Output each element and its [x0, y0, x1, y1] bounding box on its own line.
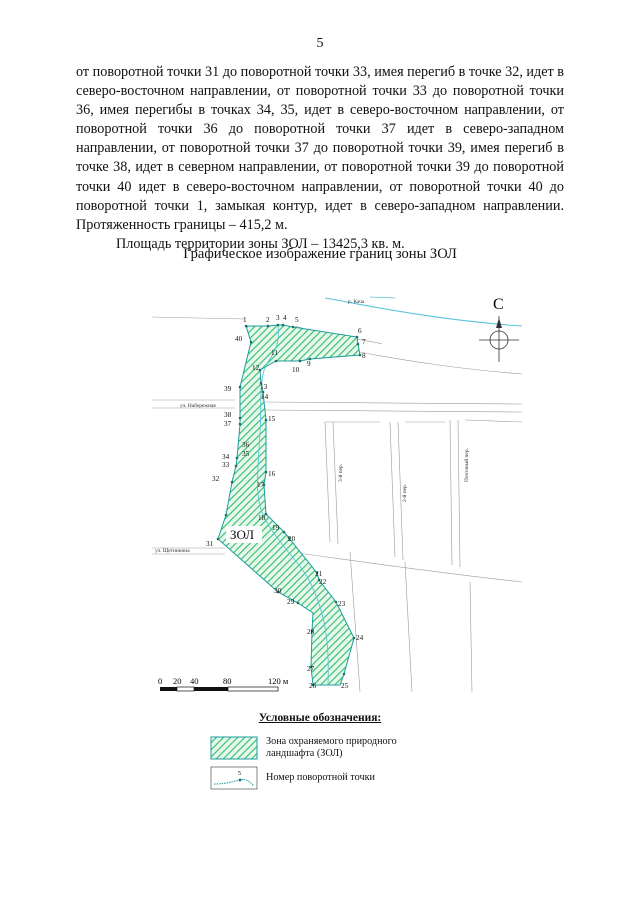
point-label: 13 [260, 383, 268, 391]
point-label: 38 [224, 411, 232, 419]
zone-label: ЗОЛ [230, 527, 255, 542]
point-label: 1 [243, 316, 247, 324]
point-label: 15 [268, 415, 276, 423]
scale-tick: 40 [190, 676, 199, 686]
north-label: С [493, 296, 504, 313]
point-label: 16 [268, 470, 276, 478]
legend-item-point [210, 766, 430, 790]
point-number-icon [210, 766, 258, 790]
point-label: 30 [274, 587, 282, 595]
point-label: 20 [288, 535, 296, 543]
point-label: 14 [261, 393, 269, 401]
scale-tick: 0 [158, 676, 163, 686]
scale-bar [158, 676, 289, 691]
legend-title: Условные обозначения: [258, 712, 382, 724]
paragraph: от поворотной точки 31 до поворотной точки 33, имея перегиб в точке 32, идет в северо-восточном направлении, от поворотной точки 33 до поворотной точки 36, имея перегибы в точках 34, 35, идет в северо-восточном направлении, от поворотной точки 36 до поворотной точки 37 идет в северо-западном направлении, от поворотной точки 37 до поворотной точки 39, имея перегиб в точке 38, идет в северном направлении, от поворотной точки 39 до поворотной точки 40 идет в северо-восточном направлении, от поворотной точки 40 до поворотной точки 1, замыкая контур, идет в северо-западном направлении. Протяженность границы – 415,2 м. [76, 64, 564, 233]
point-label: 12 [252, 364, 260, 372]
legend [210, 712, 430, 796]
scale-tick: 80 [223, 676, 232, 686]
point-label: 27 [307, 665, 315, 673]
point-label: 8 [362, 352, 366, 360]
scale-tick: 120 м [268, 676, 289, 686]
point-label: 31 [206, 540, 214, 548]
point-label: 29 [287, 598, 295, 606]
zone-swatch-icon [210, 736, 258, 760]
street-label-3-per: 3-й пер. [338, 463, 344, 482]
street-label-shchetinkina: ул. Щетинкина [155, 548, 190, 554]
scale-tick: 20 [173, 676, 182, 686]
river-label: р. Кача [348, 299, 365, 305]
street-label-pochtovy: Почтовый пер. [464, 448, 470, 482]
map-title: Графическое изображение границ зоны ЗОЛ [183, 246, 457, 262]
point-label: 22 [319, 578, 327, 586]
point-label: 28 [307, 628, 315, 636]
point-label: 3 [276, 314, 280, 322]
point-label: 36 [242, 441, 250, 449]
paragraph-area: Площадь территории зоны ЗОЛ – 13425,3 кв. м. [116, 235, 405, 252]
zol-zone [218, 325, 360, 685]
point-label: 6 [358, 327, 362, 335]
point-label: 7 [362, 338, 366, 346]
legend-sample-number: 5 [238, 771, 241, 777]
page-number: 5 [316, 36, 324, 51]
point-label: 23 [338, 600, 346, 608]
point-label: 25 [341, 682, 349, 690]
point-label: 37 [224, 420, 232, 428]
point-label: 9 [307, 360, 311, 368]
point-label: 40 [235, 335, 243, 343]
point-label: 33 [222, 461, 230, 469]
north-arrow-icon [479, 296, 519, 362]
point-label: 11 [271, 349, 278, 357]
street-label-2-per: 2-й пер. [402, 483, 408, 502]
point-label: 19 [272, 524, 280, 532]
zone-map [150, 282, 522, 697]
point-label: 17 [257, 481, 265, 489]
point-label: 4 [283, 314, 287, 322]
point-label: 35 [242, 450, 250, 458]
point-label: 34 [222, 453, 230, 461]
body-text [76, 63, 564, 254]
point-label: 24 [356, 634, 364, 642]
legend-label-point: Номер поворотной точки [266, 772, 375, 783]
legend-item-zone [210, 736, 430, 760]
street-label-naberezhnaya: ул. Набережная [180, 403, 216, 409]
point-label: 10 [292, 366, 300, 374]
point-label: 2 [266, 316, 270, 324]
point-label: 32 [212, 475, 220, 483]
point-label: 21 [315, 570, 323, 578]
legend-label-zone: Зона охраняемого природного ландшафта (ЗОЛ) [266, 736, 397, 759]
point-label: 39 [224, 385, 232, 393]
point-label: 26 [309, 682, 317, 690]
point-label: 18 [258, 514, 266, 522]
point-label: 5 [295, 316, 299, 324]
